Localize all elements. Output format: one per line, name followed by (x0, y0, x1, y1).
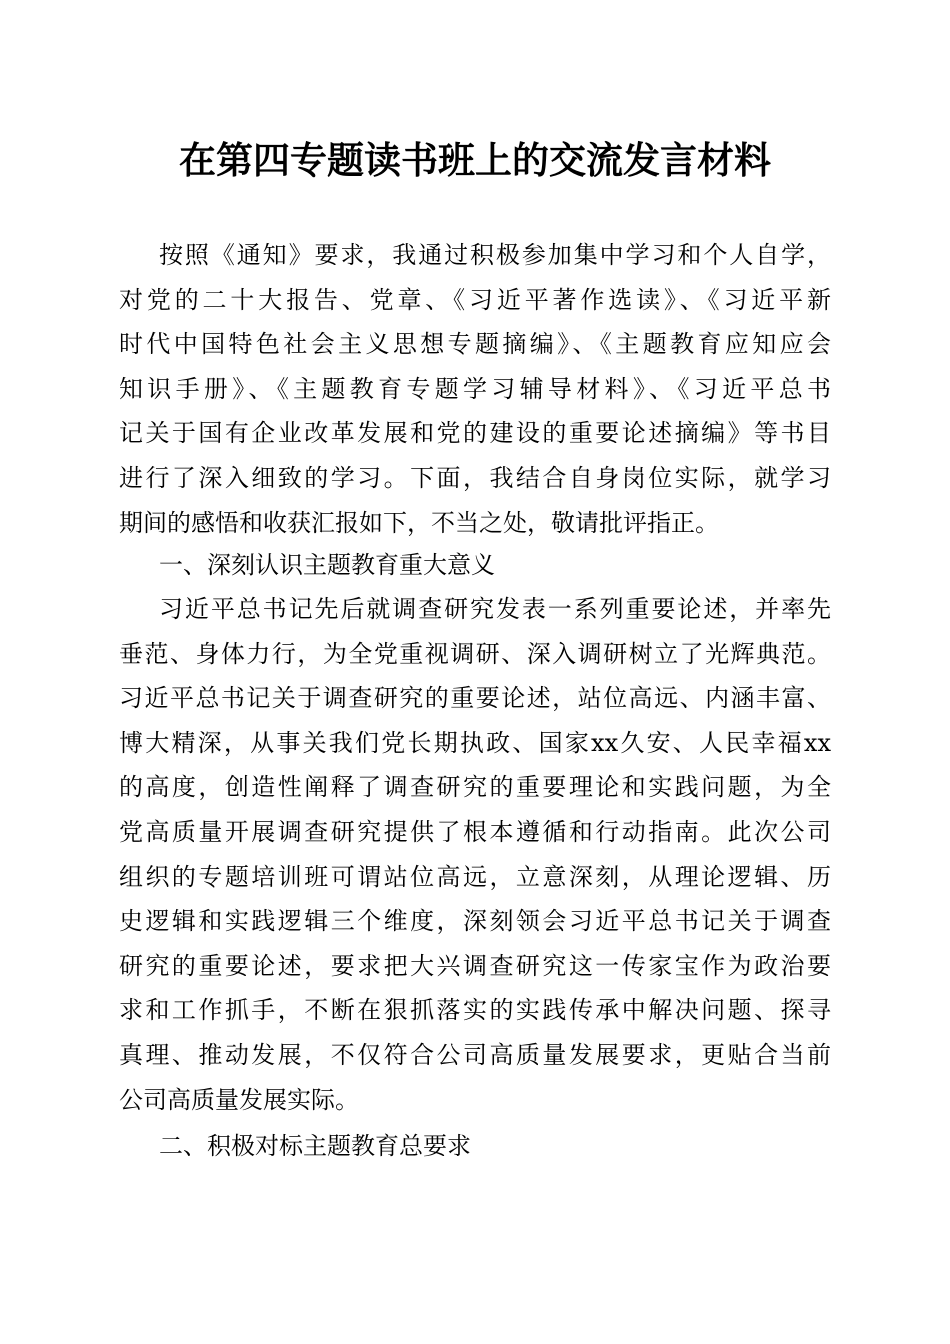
section-heading-2: 二、积极对标主题教育总要求 (159, 1132, 471, 1160)
paragraph-line: 习近平总书记关于调查研究的重要论述，站位高远、内涵丰富、 (119, 684, 831, 713)
paragraph-1 (119, 233, 831, 545)
paragraph-line: 知识手册》、《主题教育专题学习辅导材料》、《习近平总书 (119, 374, 831, 403)
paragraph-line: 组织的专题培训班可谓站位高远，立意深刻，从理论逻辑、历 (119, 862, 831, 891)
paragraph-line: 进行了深入细致的学习。下面，我结合自身岗位实际，就学习 (119, 463, 831, 492)
paragraph-line: 记关于国有企业改革发展和党的建设的重要论述摘编》等书目 (119, 419, 831, 448)
paragraph-line: 求和工作抓手，不断在狠抓落实的实践传承中解决问题、探寻 (119, 996, 831, 1025)
paragraph-line: 党高质量开展调查研究提供了根本遵循和行动指南。此次公司 (119, 817, 831, 846)
paragraph-2 (119, 587, 831, 1122)
paragraph-line: 时代中国特色社会主义思想专题摘编》、《主题教育应知应会 (119, 330, 831, 359)
paragraph-line: 对党的二十大报告、党章、《习近平著作选读》、《习近平新 (119, 285, 831, 314)
paragraph-line: 的高度，创造性阐释了调查研究的重要理论和实践问题，为全 (119, 773, 831, 802)
section-heading-1: 一、深刻认识主题教育重大意义 (159, 551, 495, 579)
paragraph-line: 期间的感悟和收获汇报如下，不当之处，敬请批评指正。 (119, 508, 719, 537)
paragraph-line: 垂范、身体力行，为全党重视调研、深入调研树立了光辉典范。 (119, 639, 831, 668)
paragraph-line: 真理、推动发展，不仅符合公司高质量发展要求，更贴合当前 (119, 1040, 831, 1069)
paragraph-line: 习近平总书记先后就调查研究发表一系列重要论述，并率先 (159, 595, 831, 623)
paragraph-line: 博大精深，从事关我们党长期执政、国家xx久安、人民幸福xx (119, 728, 831, 757)
paragraph-line: 公司高质量发展实际。 (119, 1085, 359, 1114)
document-title: 在第四专题读书班上的交流发言材料 (179, 138, 771, 182)
paragraph-line: 按照《通知》要求，我通过积极参加集中学习和个人自学， (159, 241, 831, 269)
paragraph-line: 研究的重要论述，要求把大兴调查研究这一传家宝作为政治要 (119, 951, 831, 980)
paragraph-line: 史逻辑和实践逻辑三个维度，深刻领会习近平总书记关于调查 (119, 907, 831, 936)
